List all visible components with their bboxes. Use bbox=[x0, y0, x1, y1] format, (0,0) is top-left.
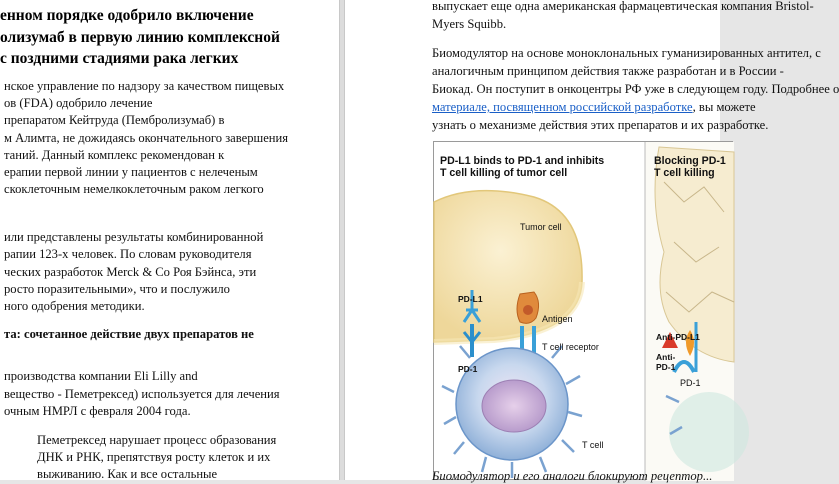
body-line: Биомодулятор на основе моноклональных гуманизированных антител, с bbox=[432, 46, 821, 60]
body-line: росто поразительными», что и послужило bbox=[4, 282, 230, 296]
body-line: выпускает еще одна американская фармацевтическая компания Bristol- bbox=[432, 0, 814, 13]
body-line: ческих разработок Merck & Co Роя Бэйнса, эти bbox=[4, 265, 257, 279]
body-line bbox=[432, 99, 756, 115]
left-panel-title: PD-L1 binds to PD-1 and inhibits bbox=[440, 155, 605, 167]
body-line: или представлены результаты комбинированной bbox=[4, 230, 264, 244]
russian-development-link[interactable]: материале, посвященном российской разработке bbox=[432, 100, 693, 114]
article-title-line: енном порядке одобрило включение bbox=[0, 7, 254, 24]
body-line: вещество - Пеметрексед) используется для лечения bbox=[4, 387, 280, 401]
tumor-cell-label: Tumor cell bbox=[520, 222, 562, 232]
body-line: Myers Squibb. bbox=[432, 17, 507, 31]
pd-1-right-label: PD-1 bbox=[680, 378, 701, 388]
body-line: ерапии первой линии у пациентов с нелеченым bbox=[4, 165, 258, 179]
body-line: препаратом Кейтруда (Пембролизумаб) в bbox=[4, 113, 225, 127]
t-cell-label: T cell bbox=[582, 440, 604, 450]
anti-pd-l1-label: Anti-PD-L1 bbox=[656, 332, 700, 342]
right-panel-title: T cell killing bbox=[654, 167, 715, 179]
right-panel-title: Blocking PD-1 bbox=[654, 155, 726, 167]
body-line: м Алимта, не дожидаясь окончательного завершения bbox=[4, 131, 289, 145]
body-line: ДНК и РНК, препятствуя росту клеток и их bbox=[37, 450, 271, 464]
body-line: ного одобрения методики. bbox=[4, 299, 145, 313]
body-line: очным НМРЛ с февраля 2004 года. bbox=[4, 404, 191, 418]
section-subheading: та: сочетанное действие двух препаратов не bbox=[4, 327, 254, 341]
left-document-page bbox=[0, 0, 339, 480]
figure-illustration bbox=[434, 142, 734, 481]
antigen-label: Antigen bbox=[542, 314, 573, 324]
body-line: узнать о механизме действия этих препаратов и их разработке. bbox=[432, 118, 769, 132]
body-line: аналогичным принципом действия также разработан и в России - bbox=[432, 64, 784, 78]
body-line: рапии 123-х человек. По словам руководителя bbox=[4, 247, 252, 261]
pd1-mechanism-figure bbox=[433, 141, 733, 480]
body-line: Биокад. Он поступит в онкоцентры РФ уже в следующем году. Подробнее о bbox=[432, 82, 839, 96]
pd-l1-label: PD-L1 bbox=[458, 294, 483, 304]
article-title-line: с поздними стадиями рака легких bbox=[0, 50, 239, 67]
body-line: таний. Данный комплекс рекомендован к bbox=[4, 148, 225, 162]
body-text: , вы можете bbox=[692, 100, 756, 114]
left-panel-title: T cell killing of tumor cell bbox=[440, 167, 568, 179]
figure-caption: Биомодулятор и его аналоги блокируют рецептор... bbox=[432, 469, 713, 483]
anti-pd-1-label: PD-1 bbox=[656, 362, 676, 372]
body-line: нское управление по надзору за качеством пищевых bbox=[4, 79, 285, 93]
anti-pd-1-label: Anti- bbox=[656, 352, 676, 362]
body-line: производства компании Eli Lilly and bbox=[4, 369, 198, 383]
body-line: ов (FDA) одобрило лечение bbox=[4, 96, 153, 110]
body-line: скоклеточным немелкоклеточным раком легкого bbox=[4, 182, 264, 196]
body-line: выживанию. Как и все остальные bbox=[37, 467, 218, 481]
t-cell-receptor-label: T cell receptor bbox=[542, 342, 599, 352]
pd-1-label: PD-1 bbox=[458, 364, 478, 374]
article-title-line: олизумаб в первую линию комплексной bbox=[0, 29, 280, 46]
body-line: Пеметрексед нарушает процесс образования bbox=[37, 433, 277, 447]
